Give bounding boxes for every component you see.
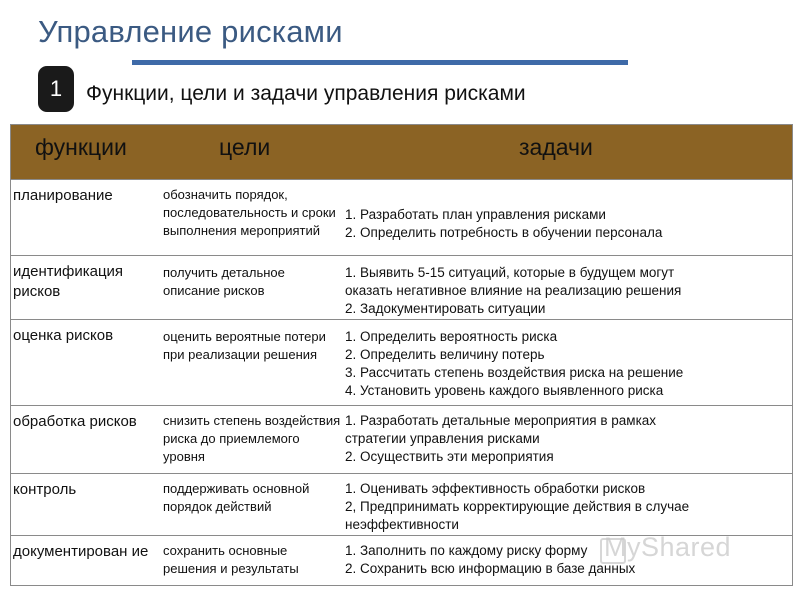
goal-cell: получить детальное описание рисков: [163, 265, 285, 298]
task-line: 2, Предпринимать корректирующие действия в случае: [345, 499, 690, 514]
section-number: 1: [49, 76, 63, 101]
header-goals: цели: [219, 134, 271, 160]
goal-cell: оценить вероятные потери при реализации решения: [163, 329, 326, 362]
function-cell: планирование: [13, 187, 113, 204]
tasks-cell: [345, 328, 785, 400]
header-functions: функции: [35, 134, 127, 160]
task-line: 1. Разработать детальные мероприятия в рамках: [345, 413, 657, 428]
task-line: оказать негативное влияние на реализацию решения: [345, 283, 682, 298]
task-line: 1. Оценивать эффективность обработки рисков: [345, 481, 646, 496]
task-line: 2. Сохранить всю информацию в базе данных: [345, 561, 636, 576]
tasks-cell: [345, 412, 785, 466]
task-line: 2. Осуществить эти мероприятия: [345, 449, 554, 464]
risk-management-table: [10, 124, 793, 586]
function-cell: контроль: [13, 481, 77, 498]
table-row: [11, 319, 792, 405]
task-line: неэффективности: [345, 517, 459, 532]
title-underline: [132, 60, 628, 65]
task-line: стратегии управления рисками: [345, 431, 540, 446]
table-row: [11, 473, 792, 535]
goal-cell: обозначить порядок, последовательность и сроки выполнения мероприятий: [163, 187, 336, 238]
task-line: 1. Заполнить по каждому риску форму: [345, 543, 588, 558]
table-row: [11, 405, 792, 473]
task-line: 3. Рассчитать степень воздействия риска на решение: [345, 365, 684, 380]
function-cell: обработка рисков: [13, 413, 137, 430]
tasks-cell: [345, 480, 785, 534]
function-cell: документирован ие: [13, 543, 149, 560]
task-line: 1. Выявить 5-15 ситуаций, которые в будущем могут: [345, 265, 675, 280]
section-subtitle: Функции, цели и задачи управления рисками: [86, 82, 526, 105]
header-tasks: задачи: [519, 134, 593, 160]
table-row: [11, 179, 792, 255]
task-line: 2. Задокументировать ситуации: [345, 301, 546, 316]
table-row: [11, 255, 792, 319]
function-cell: оценка рисков: [13, 327, 114, 344]
page-title: Управление рисками: [38, 14, 343, 49]
goal-cell: снизить степень воздействия риска до приемлемого уровня: [163, 413, 341, 464]
table-header: [11, 125, 792, 179]
task-line: 2. Определить величину потерь: [345, 347, 545, 362]
task-line: 2. Определить потребность в обучении персонала: [345, 225, 663, 240]
goal-cell: сохранить основные решения и результаты: [163, 543, 299, 576]
section-number-badge: [38, 66, 74, 112]
task-line: 1. Определить вероятность риска: [345, 329, 558, 344]
tasks-cell: [345, 206, 785, 242]
task-line: 4. Установить уровень каждого выявленного риска: [345, 383, 664, 398]
watermark-text: MyShared: [604, 532, 732, 562]
task-line: 1. Разработать план управления рисками: [345, 207, 606, 222]
function-cell: идентификация рисков: [13, 263, 124, 300]
tasks-cell: [345, 264, 785, 318]
goal-cell: поддерживать основной порядок действий: [163, 481, 310, 514]
